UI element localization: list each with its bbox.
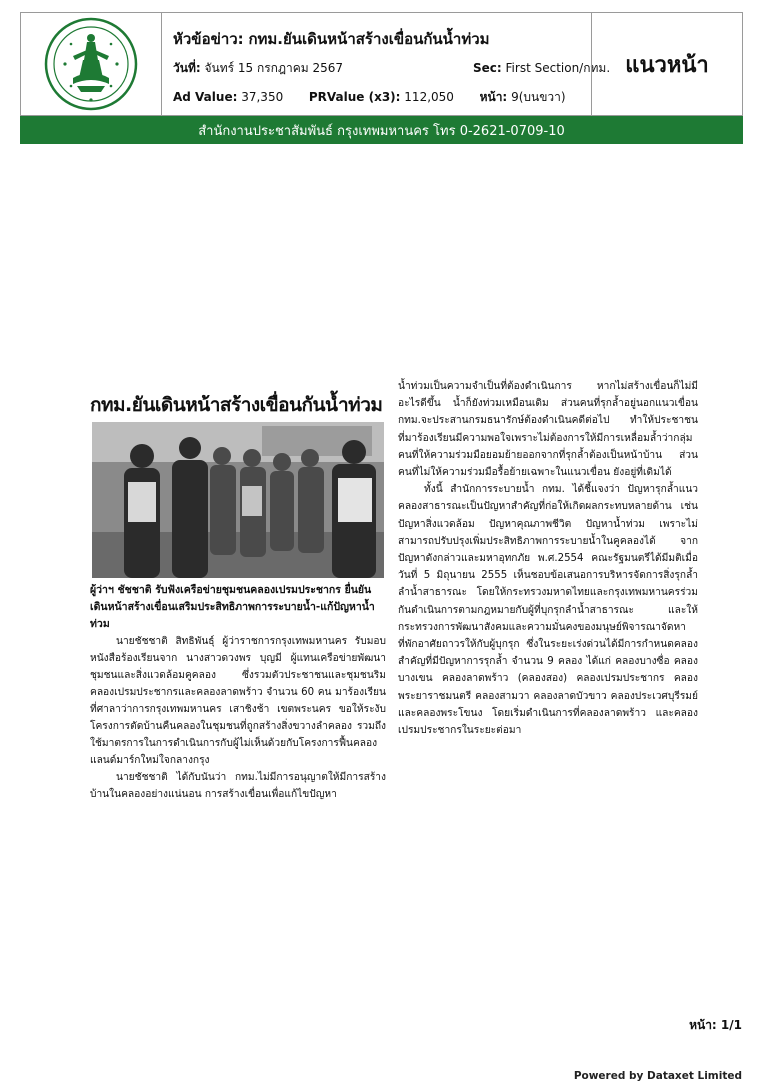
ad-value: 37,350 bbox=[241, 90, 284, 104]
date-label: วันที่: bbox=[173, 61, 201, 75]
sec-row bbox=[473, 59, 610, 78]
news-photo bbox=[92, 422, 384, 578]
paragraph: น้ำท่วมเป็นความจำเป็นที่ต้องดำเนินการ หากไม่สร้างเขื่อนก็ไม่มีอะไรดีขึ้น น้ำก็ยังท่วมเหมือนเดิม ส่วนคนที่รุกล้ำอยู่นอกแนวเขื่อน กทม.จะประสานกรมธนารักษ์ต้องดำเนินคดีต่อไป ทำให้ประชาชนที่มาร้องเรียนมีความพอใจเพราะไม่ต้องการให้มีการเหลื่อมล้ำว่ากลุ่มคนที่ให้ความร่วมมือยอมย้ายออกจากที่รุกล้ำต้องเป็นหน้าบ้าน ส่วนคนที่ไม่ให้ความร่วมมือรื้อย้ายเฉพาะในแนวเขื่อน ยังอยู่ที่เดิมได้ bbox=[398, 381, 698, 479]
article-column-right bbox=[398, 378, 698, 739]
paragraph: นายชัชชาติ ได้กับนันว่า กทม.ไม่มีการอนุญาตให้มีการสร้างบ้านในคลองอย่างแน่นอน การสร้างเขื่อนเพื่อแก้ไขปัญหา bbox=[90, 772, 386, 800]
paragraph: ทั้งนี้ สำนักการระบายน้ำ กทม. ได้ชี้แจงว่า ปัญหารุกล้ำแนวคลองสาธารณะเป็นปัญหาสำคัญที่ก่อให้เกิดผลกระทบหลายด้าน เช่น ปัญหาสิ่งแวดล้อม ปัญหาคุณภาพชีวิต ปัญหาน้ำท่วม เพราะไม่สามารถปรับปรุงเพิ่มประสิทธิภาพการระบายน้ำในคูคลองได้ จากปัญหาดังกล่าวและมหาอุทกภัย พ.ศ.2554 คณะรัฐมนตรีได้มีมติเมื่อวันที่ 5 มิถุนายน 2555 เห็นชอบข้อเสนอการบริหารจัดการสิ่งรุกล้ำลำน้ำสาธารณะ โดยให้กระทรวงมหาดไทยและกรุงเทพมหานครร่วมกันดำเนินการตามกฎหมายกับผู้ที่บุกรุกลำน้ำสาธารณะ และให้กระทรวงการพัฒนาสังคมและความมั่นคงของมนุษย์พิจารณาจัดหาที่พักอาศัยถาวรให้กับผู้บุกรุก ซึ่งในระยะเร่งด่วนได้มีการกำหนดคลองสำคัญที่มีปัญหาการรุกล้ำ จำนวน 9 คลอง ได้แก่ คลองบางซื่อ คลองบางเขน คลองลาดพร้าว (คลองสอง) คลองเปรมประชากร คลองพระยาราชมนตรี คลองสามวา คลองลาดบัวขาว คลองประเวศบุรีรมย์ และคลองพระโขนง โดยเริ่มดำเนินการที่คลองลาดพร้าว และคลองเปรมประชากรในระยะต่อมา bbox=[398, 484, 698, 737]
clipping-info bbox=[173, 13, 613, 115]
pr-value-label: PRValue (x3): bbox=[308, 90, 401, 104]
pr-value: 112,050 bbox=[404, 90, 454, 104]
bma-logo bbox=[21, 13, 162, 115]
article-clipping bbox=[90, 378, 702, 868]
bma-seal-icon bbox=[43, 16, 139, 112]
headline-label: หัวข้อข่าว: bbox=[173, 30, 244, 48]
page-indicator: หน้า: 1/1 bbox=[689, 1018, 742, 1032]
headline-value: กทม.ยันเดินหน้าสร้างเขื่อนกันน้ำท่วม bbox=[248, 30, 490, 48]
value-row bbox=[173, 88, 566, 107]
office-contact-bar: สำนักงานประชาสัมพันธ์ กรุงเทพมหานคร โทร 0-2621-0709-10 bbox=[20, 116, 743, 144]
sec-label: Sec: bbox=[473, 61, 502, 75]
newspaper-name: แนวหน้า bbox=[591, 13, 742, 115]
article-headline: กทม.ยันเดินหน้าสร้างเขื่อนกันน้ำท่วม bbox=[90, 394, 383, 416]
paragraph: นายชัชชาติ สิทธิพันธุ์ ผู้ว่าราชการกรุงเทพมหานคร รับมอบหนังสือร้องเรียนจาก นางสาวดวงพร บุญมี ผู้แทนเครือข่ายพัฒนาชุมชนและสิ่งแวดล้อมคูคลอง ซึ่งรวมตัวประชาชนและชุมชนริมคลองเปรมประชากรและคลองลาดพร้าว จำนวน 60 คน มาร้องเรียนที่ศาลาว่าการกรุงเทพมหานคร เสาชิงช้า เขตพระนคร ขอให้ระงับโครงการตัดบ้านคืนคลองในชุมชนที่ถูกสร้างสิ่งขวางลำคลอง รวมถึงใช้มาตรการในการดำเนินการกับผู้ไม่เห็นด้วยกับโครงการฟื้นคลองแลนด์มาร์กใหม่ใจกลางกรุง bbox=[90, 636, 386, 766]
page-value: 9(บนขวา) bbox=[511, 90, 566, 104]
article-column-left bbox=[90, 633, 386, 803]
sec-value: First Section/กทม. bbox=[505, 61, 611, 75]
photo-caption: ผู้ว่าฯ ชัชชาติ รับฟังเครือข่ายชุมชนคลองเปรมประชากร ยื่นยันเดินหน้าสร้างเขื่อนเสริมประสิทธิภาพการระบายน้ำ-แก้ปัญหาน้ำท่วม bbox=[90, 584, 375, 630]
crowd-photo-image bbox=[92, 422, 384, 578]
date-value: จันทร์ 15 กรกฎาคม 2567 bbox=[204, 61, 344, 75]
headline-row bbox=[173, 27, 490, 51]
ad-value-label: Ad Value: bbox=[173, 90, 238, 104]
powered-by: Powered by Dataxet Limited bbox=[573, 1070, 742, 1082]
clipping-header bbox=[20, 12, 743, 116]
page-label: หน้า: bbox=[479, 90, 508, 104]
date-row bbox=[173, 59, 343, 78]
